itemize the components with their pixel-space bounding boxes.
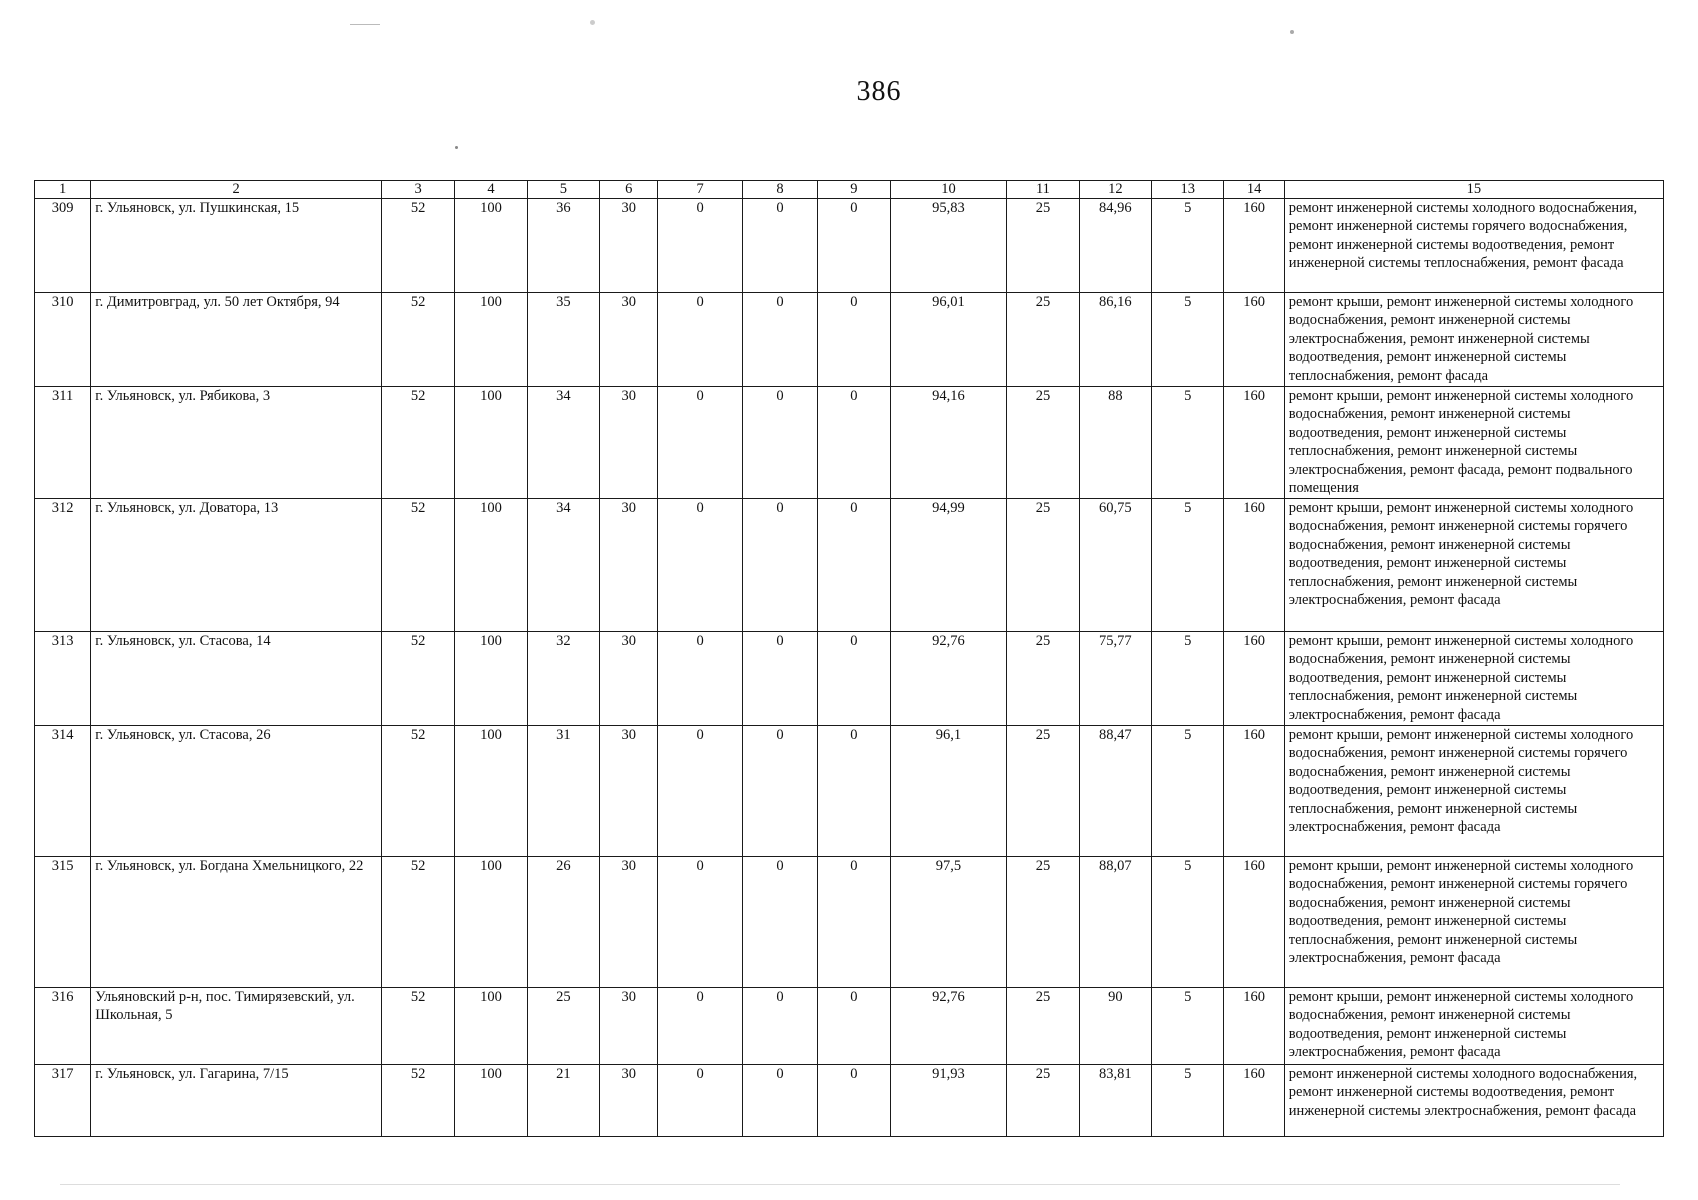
row-number-cell: 309: [35, 199, 91, 293]
table-row: [35, 632, 1664, 726]
row-number-cell: 315: [35, 857, 91, 988]
table-row: [35, 387, 1664, 499]
value-cell-c10: 92,76: [890, 988, 1007, 1065]
value-cell-c4: 100: [455, 293, 527, 387]
table-row: [35, 1065, 1664, 1137]
value-cell-c6: 30: [600, 632, 658, 726]
value-cell-c5: 36: [527, 199, 599, 293]
column-number-8: 8: [742, 181, 817, 199]
column-number-7: 7: [658, 181, 742, 199]
value-cell-c4: 100: [455, 857, 527, 988]
repair-works-cell: ремонт крыши, ремонт инженерной системы холодного водоснабжения, ремонт инженерной системы горячего водоснабжения, ремонт инженерной системы водоотведения, ремонт инженерной системы теплоснабжения, ремонт инженерной системы электроснабжения, ремонт фасада: [1284, 857, 1663, 988]
value-cell-c7: 0: [658, 857, 742, 988]
column-number-5: 5: [527, 181, 599, 199]
scan-noise: [60, 1184, 1620, 1185]
address-cell: г. Ульяновск, ул. Гагарина, 7/15: [91, 1065, 382, 1137]
value-cell-c10: 94,16: [890, 387, 1007, 499]
value-cell-c3: 52: [381, 632, 454, 726]
value-cell-c9: 0: [818, 387, 890, 499]
address-cell: Ульяновский р-н, пос. Тимирязевский, ул. Школьная, 5: [91, 988, 382, 1065]
repair-works-cell: ремонт инженерной системы холодного водоснабжения, ремонт инженерной системы водоотведения, ремонт инженерной системы электроснабжения, ремонт фасада: [1284, 1065, 1663, 1137]
value-cell-c14: 160: [1224, 199, 1284, 293]
column-number-2: 2: [91, 181, 382, 199]
repair-works-cell: ремонт крыши, ремонт инженерной системы холодного водоснабжения, ремонт инженерной системы водоотведения, ремонт инженерной системы теплоснабжения, ремонт инженерной системы электроснабжения, ремонт фасада: [1284, 632, 1663, 726]
column-number-12: 12: [1079, 181, 1151, 199]
table-row: [35, 857, 1664, 988]
row-number-cell: 311: [35, 387, 91, 499]
value-cell-c12: 60,75: [1079, 499, 1151, 632]
value-cell-c8: 0: [742, 1065, 817, 1137]
value-cell-c11: 25: [1007, 857, 1079, 988]
address-cell: г. Ульяновск, ул. Стасова, 26: [91, 726, 382, 857]
address-cell: г. Ульяновск, ул. Пушкинская, 15: [91, 199, 382, 293]
value-cell-c6: 30: [600, 1065, 658, 1137]
value-cell-c3: 52: [381, 499, 454, 632]
value-cell-c9: 0: [818, 988, 890, 1065]
table-row: [35, 726, 1664, 857]
value-cell-c4: 100: [455, 499, 527, 632]
value-cell-c12: 88: [1079, 387, 1151, 499]
address-cell: г. Димитровград, ул. 50 лет Октября, 94: [91, 293, 382, 387]
value-cell-c14: 160: [1224, 632, 1284, 726]
value-cell-c11: 25: [1007, 988, 1079, 1065]
column-number-11: 11: [1007, 181, 1079, 199]
value-cell-c5: 34: [527, 499, 599, 632]
value-cell-c9: 0: [818, 293, 890, 387]
value-cell-c4: 100: [455, 387, 527, 499]
value-cell-c5: 35: [527, 293, 599, 387]
value-cell-c11: 25: [1007, 1065, 1079, 1137]
row-number-cell: 312: [35, 499, 91, 632]
value-cell-c3: 52: [381, 293, 454, 387]
value-cell-c11: 25: [1007, 293, 1079, 387]
scan-noise: [350, 24, 380, 25]
column-number-15: 15: [1284, 181, 1663, 199]
value-cell-c8: 0: [742, 632, 817, 726]
value-cell-c11: 25: [1007, 632, 1079, 726]
value-cell-c8: 0: [742, 726, 817, 857]
value-cell-c13: 5: [1152, 1065, 1224, 1137]
value-cell-c6: 30: [600, 199, 658, 293]
value-cell-c13: 5: [1152, 726, 1224, 857]
value-cell-c3: 52: [381, 387, 454, 499]
value-cell-c11: 25: [1007, 199, 1079, 293]
value-cell-c5: 25: [527, 988, 599, 1065]
value-cell-c14: 160: [1224, 387, 1284, 499]
scan-speck: [590, 20, 595, 25]
repair-works-cell: ремонт крыши, ремонт инженерной системы холодного водоснабжения, ремонт инженерной системы электроснабжения, ремонт инженерной системы водоотведения, ремонт инженерной системы теплоснабжения, ремонт фасада: [1284, 293, 1663, 387]
column-number-10: 10: [890, 181, 1007, 199]
scan-speck: [1290, 30, 1294, 34]
value-cell-c13: 5: [1152, 387, 1224, 499]
value-cell-c7: 0: [658, 726, 742, 857]
column-number-13: 13: [1152, 181, 1224, 199]
value-cell-c5: 34: [527, 387, 599, 499]
value-cell-c8: 0: [742, 293, 817, 387]
value-cell-c8: 0: [742, 499, 817, 632]
value-cell-c11: 25: [1007, 726, 1079, 857]
value-cell-c10: 92,76: [890, 632, 1007, 726]
column-number-3: 3: [381, 181, 454, 199]
value-cell-c12: 83,81: [1079, 1065, 1151, 1137]
repair-works-cell: ремонт крыши, ремонт инженерной системы холодного водоснабжения, ремонт инженерной системы горячего водоснабжения, ремонт инженерной системы водоотведения, ремонт инженерной системы теплоснабжения, ремонт инженерной системы электроснабжения, ремонт фасада: [1284, 499, 1663, 632]
address-cell: г. Ульяновск, ул. Богдана Хмельницкого, 22: [91, 857, 382, 988]
value-cell-c7: 0: [658, 499, 742, 632]
value-cell-c13: 5: [1152, 857, 1224, 988]
value-cell-c6: 30: [600, 988, 658, 1065]
value-cell-c9: 0: [818, 632, 890, 726]
value-cell-c4: 100: [455, 199, 527, 293]
row-number-cell: 310: [35, 293, 91, 387]
value-cell-c12: 88,47: [1079, 726, 1151, 857]
value-cell-c7: 0: [658, 632, 742, 726]
value-cell-c14: 160: [1224, 1065, 1284, 1137]
value-cell-c14: 160: [1224, 857, 1284, 988]
value-cell-c11: 25: [1007, 499, 1079, 632]
row-number-cell: 317: [35, 1065, 91, 1137]
value-cell-c9: 0: [818, 857, 890, 988]
value-cell-c6: 30: [600, 726, 658, 857]
value-cell-c11: 25: [1007, 387, 1079, 499]
value-cell-c6: 30: [600, 857, 658, 988]
value-cell-c9: 0: [818, 1065, 890, 1137]
value-cell-c12: 84,96: [1079, 199, 1151, 293]
page-number: 386: [856, 76, 902, 107]
value-cell-c3: 52: [381, 857, 454, 988]
scan-speck: [455, 146, 458, 149]
column-number-1: 1: [35, 181, 91, 199]
value-cell-c6: 30: [600, 293, 658, 387]
table-row: [35, 988, 1664, 1065]
column-number-row: [35, 181, 1664, 199]
repair-works-cell: ремонт крыши, ремонт инженерной системы холодного водоснабжения, ремонт инженерной системы водоотведения, ремонт инженерной системы электроснабжения, ремонт фасада: [1284, 988, 1663, 1065]
value-cell-c9: 0: [818, 199, 890, 293]
value-cell-c12: 90: [1079, 988, 1151, 1065]
value-cell-c5: 32: [527, 632, 599, 726]
table-row: [35, 199, 1664, 293]
value-cell-c4: 100: [455, 632, 527, 726]
value-cell-c5: 26: [527, 857, 599, 988]
value-cell-c10: 97,5: [890, 857, 1007, 988]
address-cell: г. Ульяновск, ул. Стасова, 14: [91, 632, 382, 726]
value-cell-c8: 0: [742, 988, 817, 1065]
value-cell-c10: 95,83: [890, 199, 1007, 293]
value-cell-c3: 52: [381, 1065, 454, 1137]
value-cell-c4: 100: [455, 988, 527, 1065]
value-cell-c7: 0: [658, 1065, 742, 1137]
value-cell-c13: 5: [1152, 293, 1224, 387]
value-cell-c12: 88,07: [1079, 857, 1151, 988]
value-cell-c14: 160: [1224, 499, 1284, 632]
value-cell-c13: 5: [1152, 199, 1224, 293]
column-number-9: 9: [818, 181, 890, 199]
value-cell-c10: 96,01: [890, 293, 1007, 387]
value-cell-c6: 30: [600, 387, 658, 499]
value-cell-c9: 0: [818, 726, 890, 857]
column-number-6: 6: [600, 181, 658, 199]
value-cell-c6: 30: [600, 499, 658, 632]
table-row: [35, 499, 1664, 632]
repair-works-cell: ремонт крыши, ремонт инженерной системы холодного водоснабжения, ремонт инженерной системы водоотведения, ремонт инженерной системы теплоснабжения, ремонт инженерной системы электроснабжения, ремонт фасада, ремонт подвального помещения: [1284, 387, 1663, 499]
repair-works-cell: ремонт инженерной системы холодного водоснабжения, ремонт инженерной системы горячего водоснабжения, ремонт инженерной системы водоотведения, ремонт инженерной системы теплоснабжения, ремонт фасада: [1284, 199, 1663, 293]
row-number-cell: 314: [35, 726, 91, 857]
column-number-4: 4: [455, 181, 527, 199]
value-cell-c14: 160: [1224, 988, 1284, 1065]
value-cell-c12: 86,16: [1079, 293, 1151, 387]
value-cell-c5: 31: [527, 726, 599, 857]
table-row: [35, 293, 1664, 387]
value-cell-c8: 0: [742, 857, 817, 988]
value-cell-c3: 52: [381, 988, 454, 1065]
value-cell-c10: 91,93: [890, 1065, 1007, 1137]
value-cell-c7: 0: [658, 988, 742, 1065]
value-cell-c7: 0: [658, 199, 742, 293]
repair-works-cell: ремонт крыши, ремонт инженерной системы холодного водоснабжения, ремонт инженерной системы горячего водоснабжения, ремонт инженерной системы водоотведения, ремонт инженерной системы теплоснабжения, ремонт инженерной системы электроснабжения, ремонт фасада: [1284, 726, 1663, 857]
address-cell: г. Ульяновск, ул. Рябикова, 3: [91, 387, 382, 499]
value-cell-c8: 0: [742, 387, 817, 499]
value-cell-c3: 52: [381, 726, 454, 857]
value-cell-c5: 21: [527, 1065, 599, 1137]
value-cell-c12: 75,77: [1079, 632, 1151, 726]
row-number-cell: 316: [35, 988, 91, 1065]
value-cell-c13: 5: [1152, 988, 1224, 1065]
value-cell-c14: 160: [1224, 726, 1284, 857]
value-cell-c4: 100: [455, 726, 527, 857]
value-cell-c8: 0: [742, 199, 817, 293]
value-cell-c10: 94,99: [890, 499, 1007, 632]
value-cell-c4: 100: [455, 1065, 527, 1137]
value-cell-c13: 5: [1152, 499, 1224, 632]
row-number-cell: 313: [35, 632, 91, 726]
value-cell-c7: 0: [658, 293, 742, 387]
value-cell-c7: 0: [658, 387, 742, 499]
housing-repair-table: [34, 180, 1664, 1137]
address-cell: г. Ульяновск, ул. Доватора, 13: [91, 499, 382, 632]
value-cell-c3: 52: [381, 199, 454, 293]
table-body: [35, 199, 1664, 1137]
column-number-14: 14: [1224, 181, 1284, 199]
value-cell-c9: 0: [818, 499, 890, 632]
value-cell-c13: 5: [1152, 632, 1224, 726]
value-cell-c14: 160: [1224, 293, 1284, 387]
value-cell-c10: 96,1: [890, 726, 1007, 857]
